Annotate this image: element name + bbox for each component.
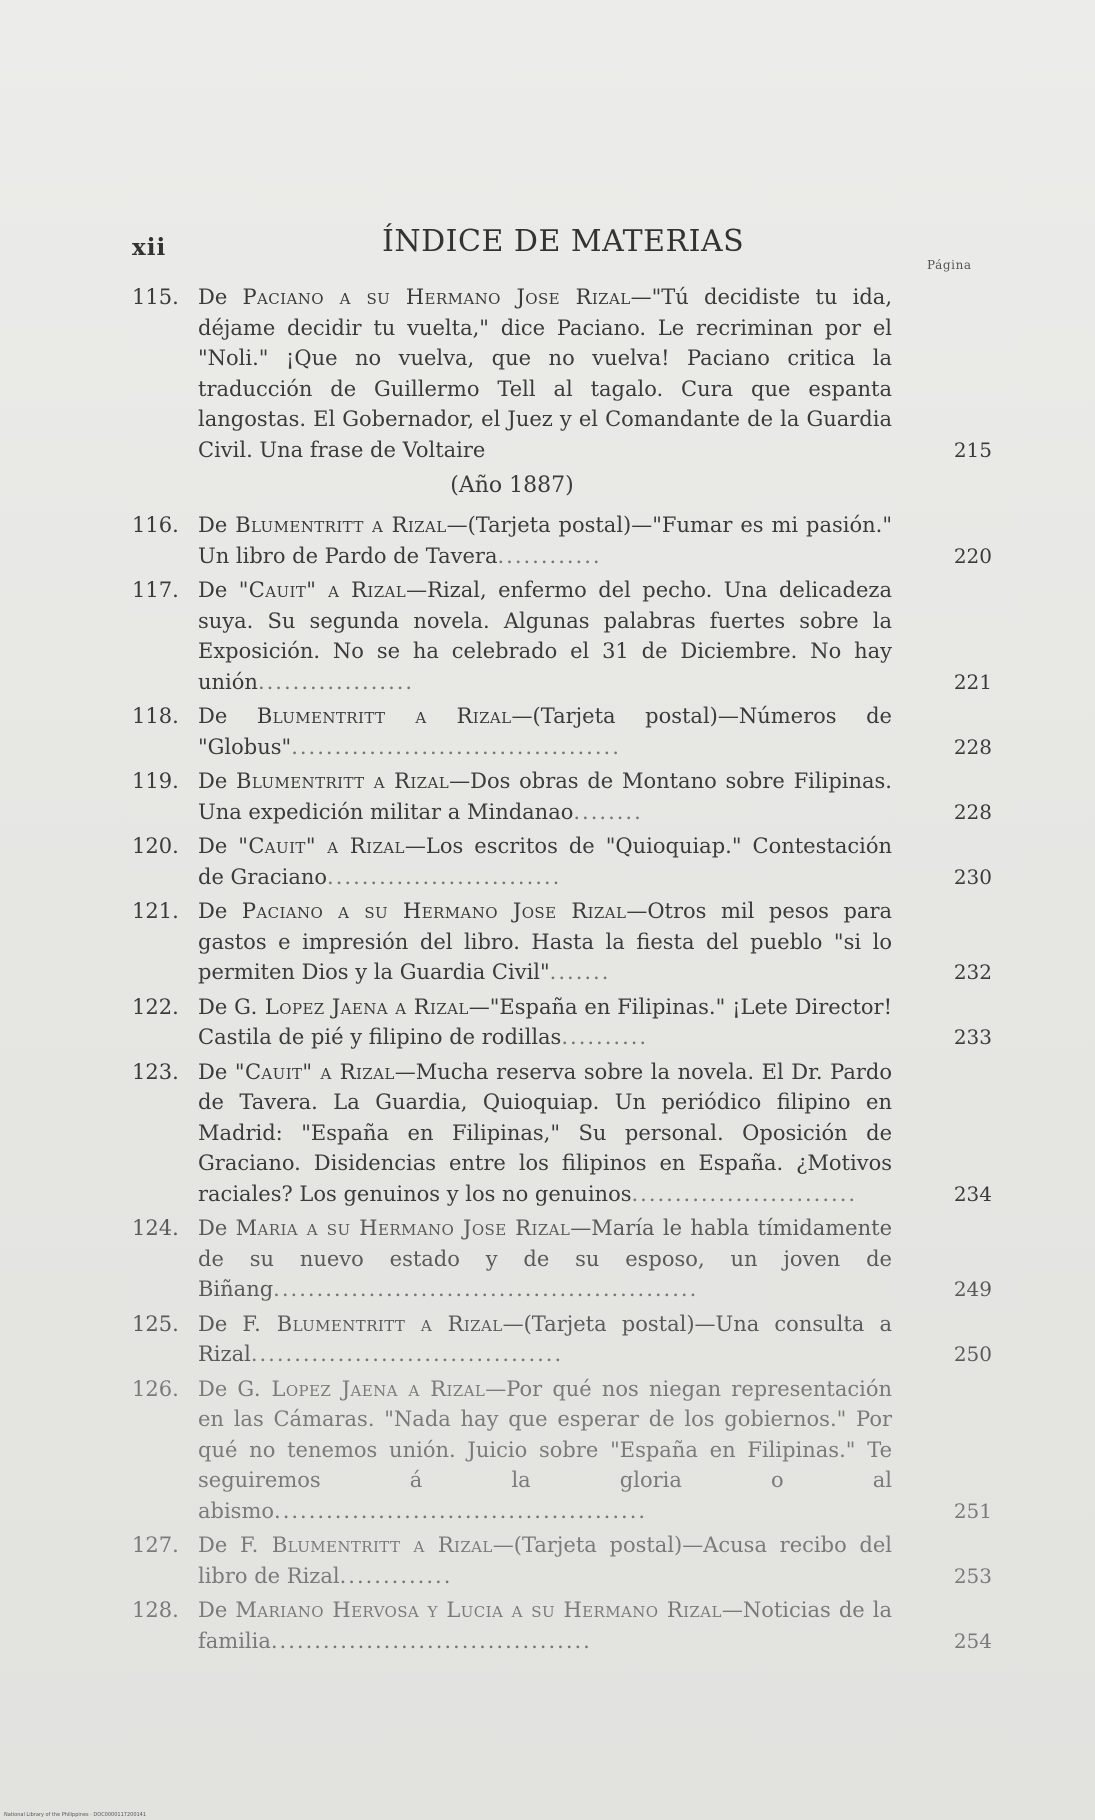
entry-number: 116. — [132, 513, 179, 537]
toc-entry — [132, 1213, 992, 1305]
entry-prefix: De — [198, 1598, 228, 1622]
entry-page: 228 — [953, 734, 992, 759]
entry-page: 253 — [953, 1563, 992, 1588]
entry-text — [198, 282, 892, 465]
entry-description: —Rizal, enfermo del pecho. Una delicadeza suya. Su segunda novela. Algunas palabras fuertes sobre la Exposición. No se ha celebrado el 31 de Diciembre. No hay unión — [198, 578, 892, 694]
entry-description: —Los escritos de "Quioquiap." Contestación de Graciano — [198, 834, 892, 889]
entry-number: 121. — [132, 899, 179, 923]
entry-correspondents: Maria a su Hermano Jose Rizal — [235, 1216, 571, 1240]
entry-prefix: De — [198, 513, 228, 537]
toc-entry — [132, 282, 992, 465]
entry-page: 220 — [953, 543, 992, 568]
toc-entry — [132, 1530, 992, 1591]
entry-prefix: De — [198, 769, 228, 793]
toc-entry — [132, 1057, 992, 1210]
entry-page: 233 — [953, 1025, 992, 1049]
entry-correspondents: Mariano Hervosa y Lucia a su Hermano Rizal — [235, 1598, 722, 1622]
leader-dots: .................. — [257, 669, 415, 694]
entry-number: 120. — [132, 834, 179, 858]
entry-page: 249 — [953, 1277, 992, 1301]
entry-correspondents: "Cauit" a Rizal — [238, 578, 407, 602]
entry-prefix: De — [198, 1059, 228, 1084]
entry-description: —(Tarjeta postal)—"Fumar es mi pasión." Un libro de Pardo de Tavera — [198, 513, 892, 568]
toc-entry — [132, 896, 992, 988]
entry-number: 119. — [132, 769, 179, 793]
entry-number: 118. — [132, 704, 179, 728]
entry-prefix: De — [198, 1311, 228, 1336]
toc-entry — [132, 1374, 992, 1527]
entry-prefix: De — [198, 1216, 228, 1240]
entry-text — [198, 510, 892, 571]
entry-correspondents: G. Lopez Jaena a Rizal — [234, 994, 469, 1019]
leader-dots: ............. — [339, 1563, 453, 1588]
entry-prefix: De — [198, 1533, 228, 1557]
entry-correspondents: Blumentritt a Rizal — [236, 769, 450, 793]
running-title: ÍNDICE DE MATERIAS — [382, 224, 745, 259]
entry-prefix: De — [198, 1376, 228, 1401]
entry-correspondents: G. Lopez Jaena a Rizal — [237, 1376, 486, 1401]
toc-entry — [132, 766, 992, 827]
page-header — [132, 220, 992, 264]
entry-number: 117. — [132, 578, 179, 602]
entry-number: 125. — [132, 1311, 179, 1336]
leader-dots: ...................................... — [291, 734, 621, 759]
entry-description: —Por qué nos niegan representación en las Cámaras. "Nada hay que esperar de los gobiernos." Por qué no tenemos unión. Juicio sobre "España en Filipinas." Te seguiremos á la gloria o al abismo — [198, 1376, 892, 1523]
entry-text — [198, 992, 892, 1053]
entry-description: —Mucha reserva sobre la novela. El Dr. Pardo de Tavera. La Guardia, Quioquiap. Un periódico filipino en Madrid: "España en Filipinas," Su personal. Oposición de Graciano. Disidencias entre los filipinos en España. ¿Motivos raciales? Los genuinos y los no genuinos — [198, 1059, 892, 1206]
entry-text — [198, 1309, 892, 1370]
toc-entry — [132, 575, 992, 697]
entry-correspondents: F. Blumentritt a Rizal — [239, 1533, 493, 1557]
entry-correspondents: Blumentritt a Rizal — [256, 704, 512, 728]
entry-number: 126. — [132, 1376, 179, 1401]
entry-prefix: De — [198, 994, 228, 1019]
leader-dots: ..................................... — [270, 1628, 592, 1653]
entry-description: —(Tarjeta postal)—Una consulta a Rizal — [198, 1311, 892, 1366]
leader-dots: ................................................. — [273, 1277, 699, 1301]
entry-text — [198, 575, 892, 697]
leader-dots: .................................... — [250, 1342, 564, 1366]
entry-text — [198, 1213, 892, 1305]
entry-description: —Noticias de la familia — [198, 1598, 892, 1653]
entry-text — [198, 896, 892, 988]
entry-page: 215 — [953, 437, 992, 462]
entry-prefix: De — [198, 578, 228, 602]
entry-description: —"Tú decidiste tu ida, déjame decidir tu vuelta," dice Paciano. Le recriminan por el "Noli." ¡Que no vuelva, que no vuelva! Paciano critica la traducción de Guillermo Tell al tagalo. Cura que espanta langostas. El Gobernador, el Juez y el Comandante de la Guardia Civil. Una frase de Voltaire — [198, 285, 892, 462]
entry-description: —Dos obras de Montano sobre Filipinas. Una expedición militar a Mindanao — [198, 769, 892, 824]
entry-correspondents: Blumentritt a Rizal — [235, 513, 447, 537]
year-heading: (Año 1887) — [450, 473, 574, 498]
entry-prefix: De — [198, 285, 228, 309]
leader-dots: ........ — [573, 799, 643, 824]
entry-description: —María le habla tímidamente de su nuevo estado y de su esposo, un joven de Biñang — [198, 1216, 892, 1301]
entry-number: 128. — [132, 1598, 179, 1622]
scan-footer: National Library of the Philippines · DOC0000117200141 — [4, 1812, 147, 1818]
entry-prefix: De — [198, 704, 228, 728]
entry-page: 254 — [953, 1628, 992, 1653]
entry-prefix: De — [198, 899, 228, 923]
entry-prefix: De — [198, 834, 228, 858]
toc-entry — [132, 992, 992, 1053]
entry-number: 123. — [132, 1059, 179, 1084]
entry-page: 251 — [953, 1498, 992, 1523]
entry-text — [198, 1595, 892, 1656]
toc-entry — [132, 831, 992, 892]
entry-description: —(Tarjeta postal)—Números de "Globus" — [198, 704, 892, 759]
entry-text — [198, 1374, 892, 1527]
leader-dots: ........................... — [327, 864, 562, 889]
entry-page: 232 — [953, 960, 992, 984]
leader-dots: .......... — [561, 1025, 649, 1049]
entry-number: 122. — [132, 994, 179, 1019]
toc-entry — [132, 510, 992, 571]
entry-number: 124. — [132, 1216, 179, 1240]
pagina-column-label: Página — [927, 258, 972, 272]
entry-page: 250 — [953, 1342, 992, 1366]
entry-correspondents: Paciano a su Hermano Jose Rizal — [242, 285, 631, 309]
entry-correspondents: Paciano a su Hermano Jose Rizal — [241, 899, 627, 923]
entry-text — [198, 766, 892, 827]
entry-text — [198, 831, 892, 892]
toc-entry — [132, 701, 992, 762]
entry-description: —"España en Filipinas." ¡Lete Director! Castila de pié y filipino de rodillas — [198, 994, 893, 1049]
entry-description: —Otros mil pesos para gastos e impresión del libro. Hasta la fiesta del pueblo "si lo permiten Dios y la Guardia Civil" — [198, 899, 893, 984]
entry-number: 127. — [132, 1533, 179, 1557]
entry-number: 115. — [132, 285, 179, 309]
leader-dots: ........................................... — [274, 1498, 648, 1523]
entry-correspondents: "Cauit" a Rizal — [234, 1059, 395, 1084]
entry-description: —(Tarjeta postal)—Acusa recibo del libro de Rizal — [198, 1533, 892, 1588]
leader-dots: ....... — [549, 960, 611, 984]
entry-correspondents: F. Blumentritt a Rizal — [242, 1311, 503, 1336]
leader-dots: ............ — [497, 543, 602, 568]
toc-entry — [132, 1595, 992, 1656]
leader-dots: .......................... — [631, 1181, 858, 1206]
page-folio: xii — [132, 234, 167, 261]
table-of-contents — [132, 282, 992, 1660]
entry-page: 221 — [953, 669, 992, 694]
entry-text — [198, 1530, 892, 1591]
entry-page: 228 — [953, 799, 992, 824]
entry-text — [198, 701, 892, 762]
toc-entry — [132, 1309, 992, 1370]
entry-page: 234 — [953, 1181, 992, 1206]
entry-text — [198, 1057, 892, 1210]
entry-correspondents: "Cauit" a Rizal — [238, 834, 405, 858]
entry-page: 230 — [953, 864, 992, 889]
